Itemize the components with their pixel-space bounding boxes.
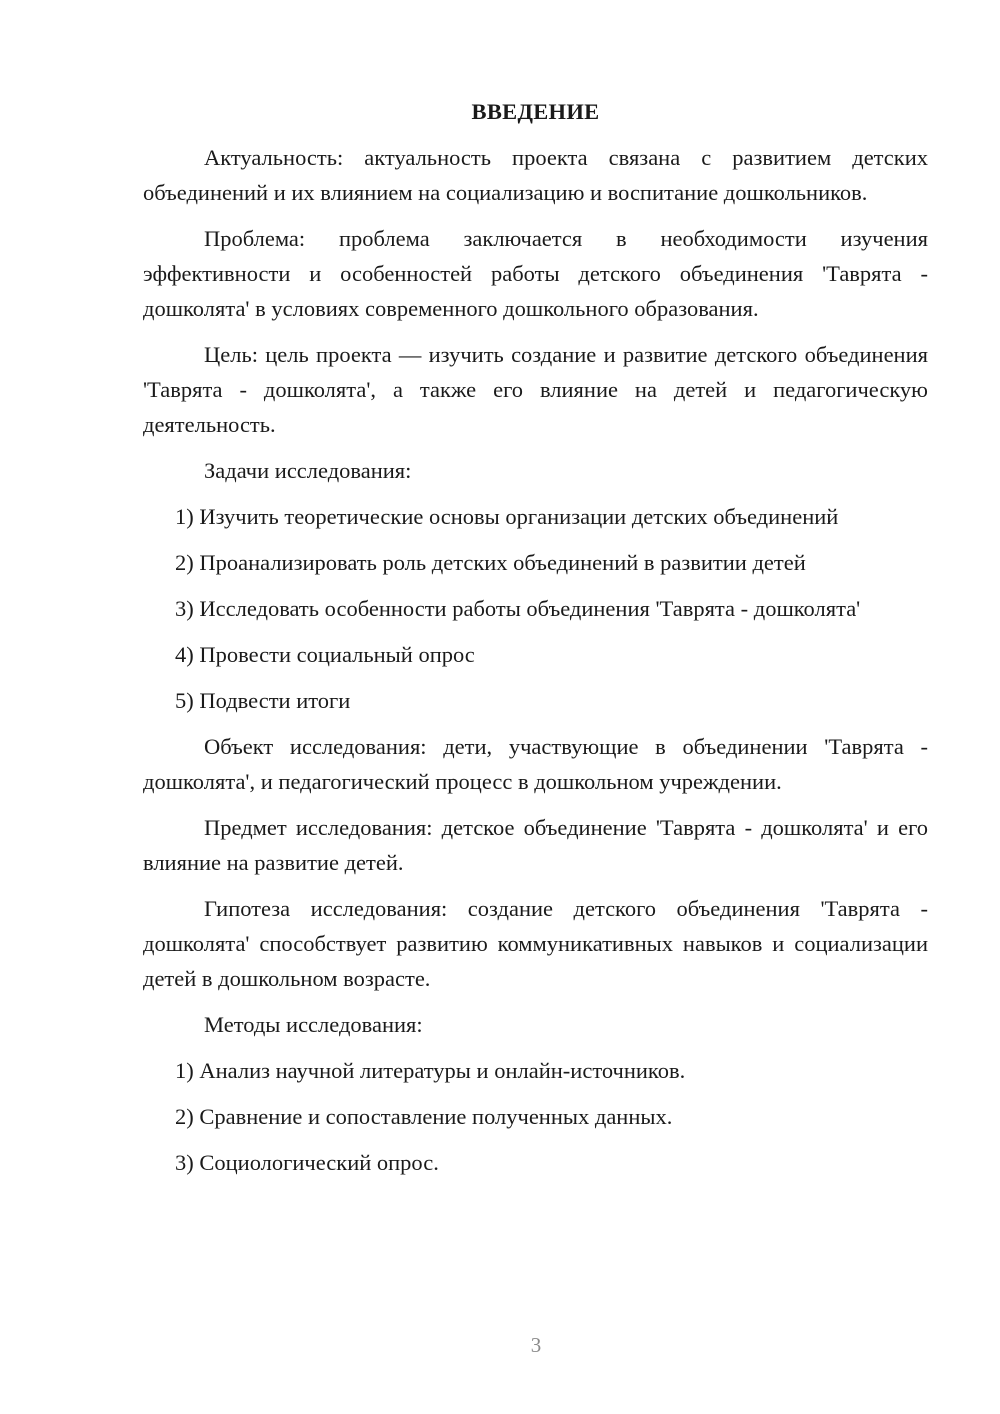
page-number: 3 bbox=[530, 1333, 542, 1357]
methods-list bbox=[143, 1053, 928, 1180]
page-content bbox=[143, 94, 928, 1191]
problem-paragraph: Проблема: проблема заключается в необходимости изучения эффективности и особенностей работы детского объединения 'Таврята - дошколята' в условиях современного дошкольного образования. bbox=[143, 226, 928, 321]
task-item-3: 3) Исследовать особенности работы объединения 'Таврята - дошколята' bbox=[175, 596, 861, 621]
tasks-heading: Задачи исследования: bbox=[204, 458, 412, 483]
section-title: ВВЕДЕНИЕ bbox=[471, 99, 600, 124]
goal-paragraph: Цель: цель проекта — изучить создание и развитие детского объединения 'Таврята - дошколята', а также его влияние на детей и педагогическую деятельность. bbox=[143, 342, 928, 437]
task-item-1: 1) Изучить теоретические основы организации детских объединений bbox=[175, 504, 839, 529]
task-item-2: 2) Проанализировать роль детских объединений в развитии детей bbox=[175, 550, 806, 575]
subject-paragraph: Предмет исследования: детское объединение 'Таврята - дошколята' и его влияние на развитие детей. bbox=[143, 815, 928, 875]
method-item-3: 3) Социологический опрос. bbox=[175, 1150, 439, 1175]
relevance-paragraph: Актуальность: актуальность проекта связана с развитием детских объединений и их влиянием на социализацию и воспитание дошкольников. bbox=[143, 145, 928, 205]
task-item-5: 5) Подвести итоги bbox=[175, 688, 351, 713]
task-item-4: 4) Провести социальный опрос bbox=[175, 642, 475, 667]
tasks-list bbox=[143, 499, 928, 718]
method-item-1: 1) Анализ научной литературы и онлайн-источников. bbox=[175, 1058, 686, 1083]
object-paragraph: Объект исследования: дети, участвующие в объединении 'Таврята - дошколята', и педагогический процесс в дошкольном учреждении. bbox=[143, 734, 928, 794]
method-item-2: 2) Сравнение и сопоставление полученных данных. bbox=[175, 1104, 673, 1129]
methods-heading: Методы исследования: bbox=[204, 1012, 423, 1037]
hypothesis-paragraph: Гипотеза исследования: создание детского объединения 'Таврята - дошколята' способствует развитию коммуникативных навыков и социализации детей в дошкольном возрасте. bbox=[143, 896, 928, 991]
